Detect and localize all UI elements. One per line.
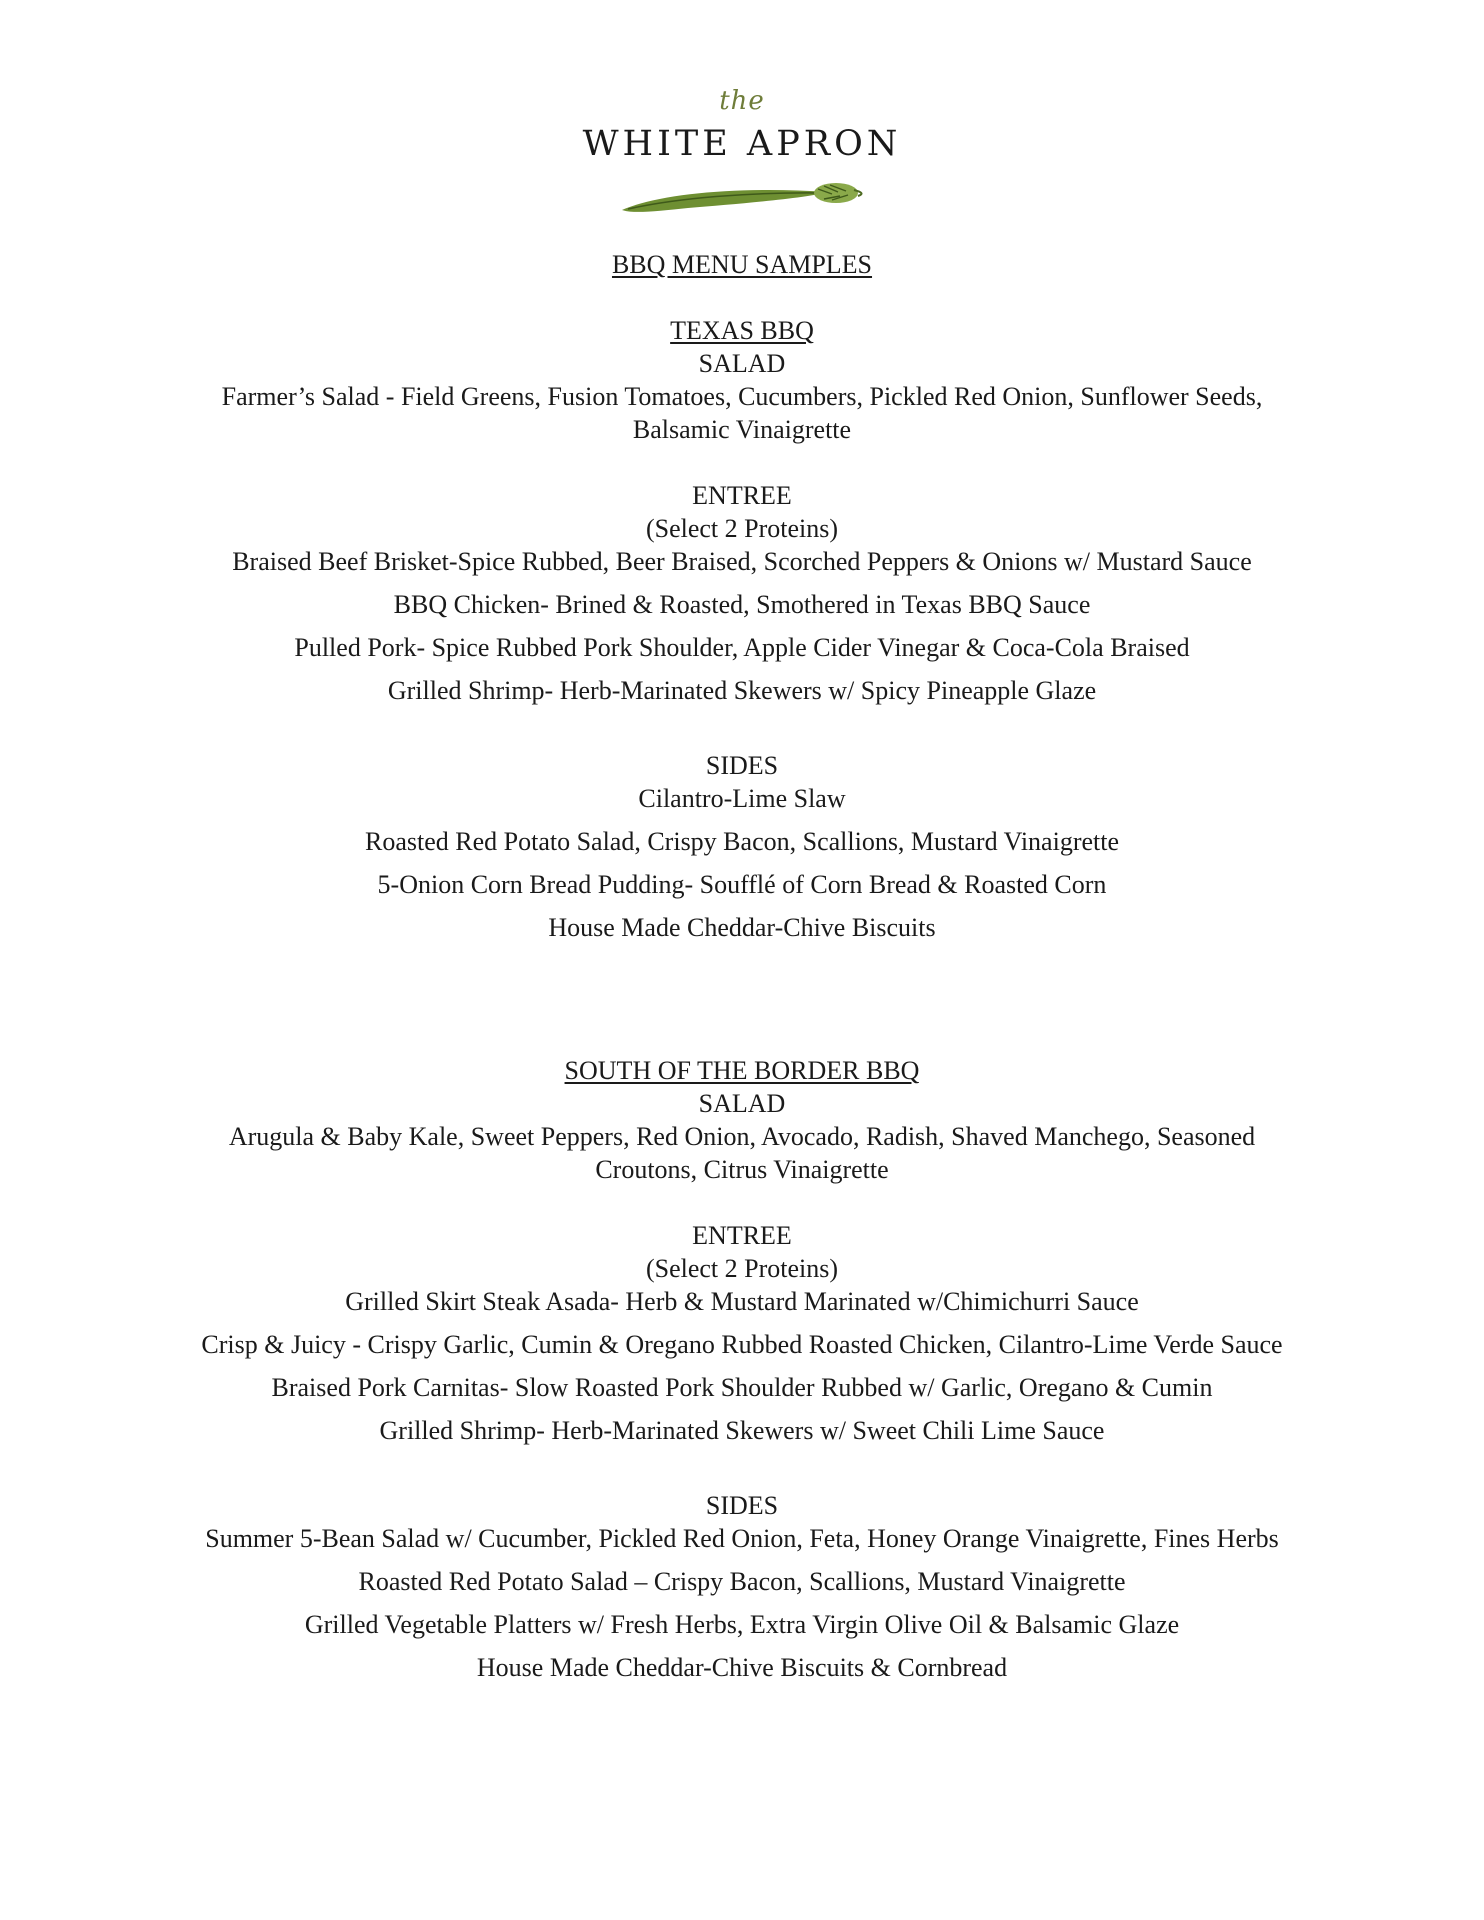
salad-label: SALAD xyxy=(698,349,786,378)
entree-item: Grilled Shrimp- Herb-Marinated Skewers w/ Sweet Chili Lime Sauce xyxy=(379,1416,1105,1445)
entree-item: Crisp & Juicy - Crispy Garlic, Cumin & Oregano Rubbed Roasted Chicken, Cilantro-Lime Verde Sauce xyxy=(201,1330,1283,1359)
salad-label: SALAD xyxy=(698,1089,786,1118)
entree-item: Braised Beef Brisket-Spice Rubbed, Beer Braised, Scorched Peppers & Onions w/ Mustard Sauce xyxy=(232,547,1252,576)
side-item: Roasted Red Potato Salad – Crispy Bacon, Scallions, Mustard Vinaigrette xyxy=(358,1567,1126,1596)
sides-list xyxy=(0,1522,1484,1684)
asparagus-icon xyxy=(618,180,868,216)
salad-description: Farmer’s Salad - Field Greens, Fusion Tomatoes, Cucumbers, Pickled Red Onion, Sunflower Seeds, Balsamic Vinaigrette xyxy=(221,382,1263,444)
side-item: Grilled Vegetable Platters w/ Fresh Herbs, Extra Virgin Olive Oil & Balsamic Glaze xyxy=(304,1610,1180,1639)
logo-wordmark: WHITE APRON xyxy=(582,124,902,164)
entree-note: (Select 2 Proteins) xyxy=(645,1254,839,1283)
entree-item: Grilled Skirt Steak Asada- Herb & Mustard Marinated w/Chimichurri Sauce xyxy=(345,1287,1139,1316)
section-title: SOUTH OF THE BORDER BBQ xyxy=(564,1056,920,1085)
side-item: House Made Cheddar-Chive Biscuits & Cornbread xyxy=(476,1653,1008,1682)
entree-item: Braised Pork Carnitas- Slow Roasted Pork Shoulder Rubbed w/ Garlic, Oregano & Cumin xyxy=(271,1373,1213,1402)
entree-label: ENTREE xyxy=(692,1221,792,1250)
section-texas-bbq xyxy=(0,314,1484,944)
salad-description: Arugula & Baby Kale, Sweet Peppers, Red Onion, Avocado, Radish, Shaved Manchego, Seasoned Croutons, Citrus Vinaigrette xyxy=(228,1122,1256,1184)
section-title: TEXAS BBQ xyxy=(670,316,814,345)
sides-label: SIDES xyxy=(705,1491,779,1520)
sides-list xyxy=(0,782,1484,944)
page-title: BBQ MENU SAMPLES xyxy=(611,250,873,279)
entree-list xyxy=(0,545,1484,707)
side-item: Cilantro-Lime Slaw xyxy=(638,784,846,813)
entree-label: ENTREE xyxy=(692,481,792,510)
entree-item: BBQ Chicken- Brined & Roasted, Smothered in Texas BBQ Sauce xyxy=(393,590,1091,619)
logo xyxy=(0,80,1484,220)
logo-the-script: the xyxy=(719,86,765,116)
entree-list xyxy=(0,1285,1484,1447)
entree-item: Grilled Shrimp- Herb-Marinated Skewers w/ Spicy Pineapple Glaze xyxy=(387,676,1097,705)
sides-label: SIDES xyxy=(705,751,779,780)
section-south-of-the-border-bbq xyxy=(0,1054,1484,1684)
menu-content xyxy=(0,248,1484,1684)
entree-note: (Select 2 Proteins) xyxy=(645,514,839,543)
side-item: Roasted Red Potato Salad, Crispy Bacon, Scallions, Mustard Vinaigrette xyxy=(364,827,1120,856)
side-item: Summer 5-Bean Salad w/ Cucumber, Pickled Red Onion, Feta, Honey Orange Vinaigrette, Fines Herbs xyxy=(205,1524,1279,1553)
entree-item: Pulled Pork- Spice Rubbed Pork Shoulder, Apple Cider Vinegar & Coca-Cola Braised xyxy=(294,633,1190,662)
side-item: 5-Onion Corn Bread Pudding- Soufflé of Corn Bread & Roasted Corn xyxy=(377,870,1107,899)
side-item: House Made Cheddar-Chive Biscuits xyxy=(548,913,936,942)
